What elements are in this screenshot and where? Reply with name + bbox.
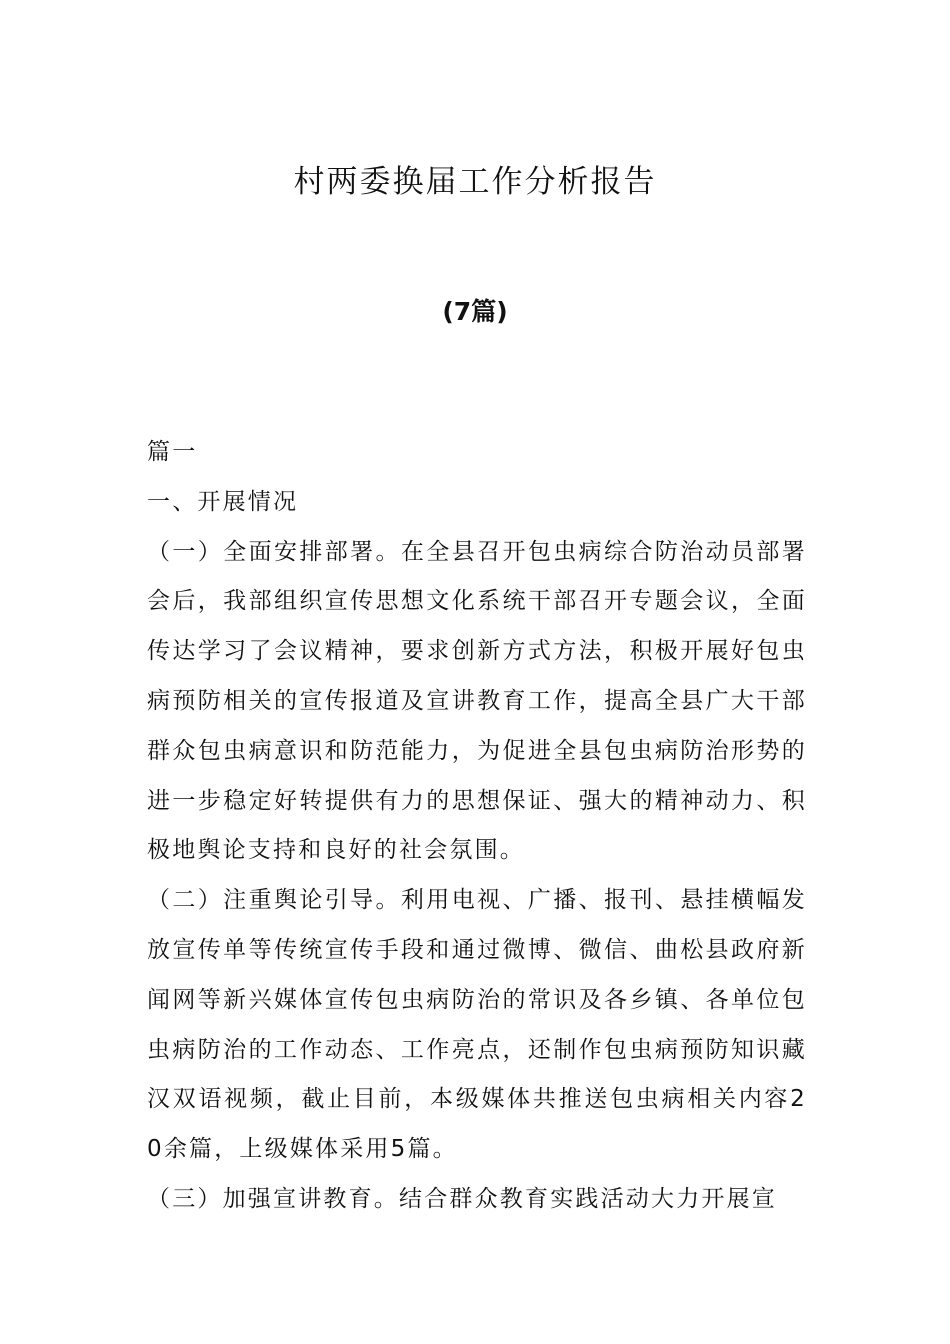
page-title: 村两委换届工作分析报告 xyxy=(293,164,657,200)
page-subtitle: (7篇) xyxy=(442,297,508,326)
section-heading: 一、开展情况 xyxy=(147,488,299,515)
part-label: 篇一 xyxy=(147,439,198,465)
paragraph: （二）注重舆论引导。利用电视、广播、报刊、悬挂横幅发放宣传单等传统宣传手段和通过微博、微信、曲松县政府新闻网等新兴媒体宣传包虫病防治的常识及各乡镇、各单位包虫病防治的工作动态、工作亮点，还制作包虫病预防知识藏汉双语视频，截止目前，本级媒体共推送包虫病相关内容20余篇，上级媒体采用5篇。 xyxy=(147,887,807,1163)
paragraph: （三）加强宣讲教育。结合群众教育实践活动大力开展宣 xyxy=(147,1185,777,1212)
document-body xyxy=(147,428,807,1225)
paragraph: （一）全面安排部署。在全县召开包虫病综合防治动员部署会后，我部组织宣传思想文化系统干部召开专题会议，全面传达学习了会议精神，要求创新方式方法，积极开展好包虫病预防相关的宣传报道及宣讲教育工作，提高全县广大干部群众包虫病意识和防范能力，为促进全县包虫病防治形势的进一步稳定好转提供有力的思想保证、强大的精神动力、积极地舆论支持和良好的社会氛围。 xyxy=(147,538,807,864)
